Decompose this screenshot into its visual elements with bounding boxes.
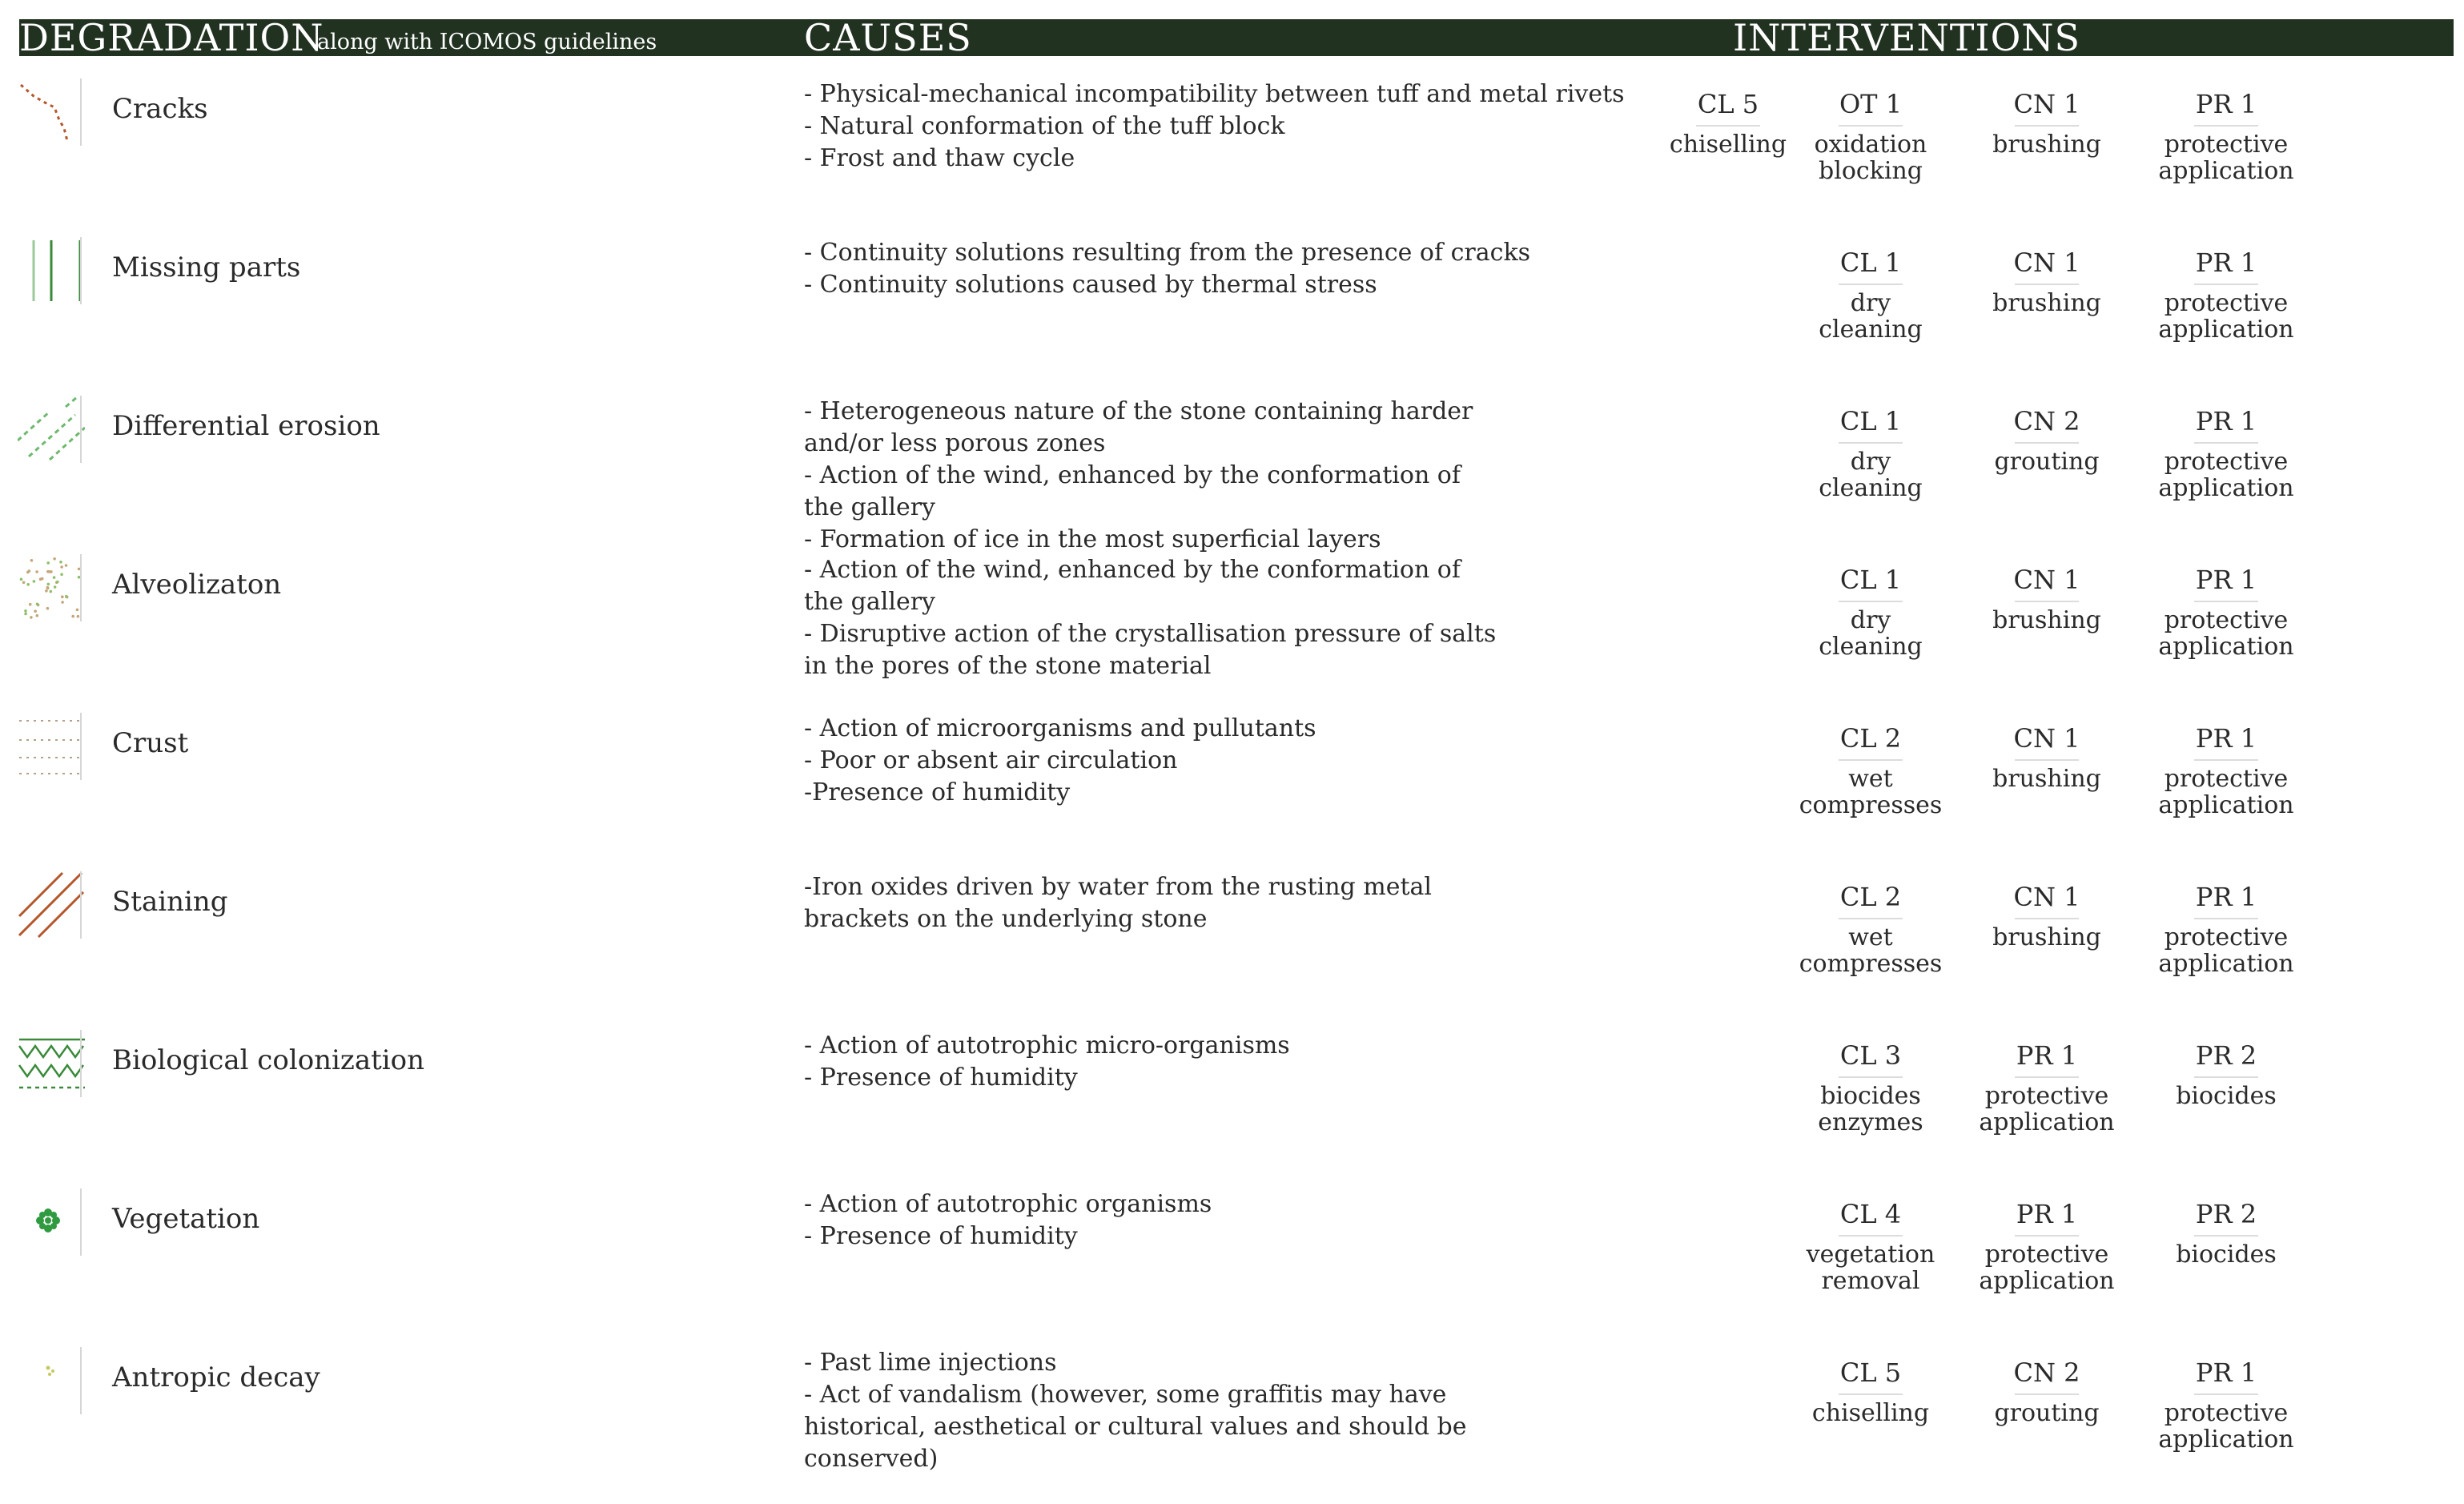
intervention-separator — [1839, 759, 1903, 761]
intervention-cell — [1799, 1040, 1943, 1136]
cause-line: - Presence of humidity — [804, 1064, 1078, 1092]
intervention-cell — [1799, 564, 1943, 660]
intervention-code: CL 2 — [1839, 723, 1902, 754]
symbol-divider — [80, 1030, 82, 1097]
degradation-subheading: along with ICOMOS guidelines — [317, 30, 657, 54]
intervention-description — [1975, 924, 2119, 951]
causes-list — [804, 237, 1621, 301]
intervention-description — [2154, 448, 2298, 501]
intervention-description — [1799, 607, 1943, 660]
alveolization-symbol — [18, 554, 85, 621]
intervention-description — [1799, 766, 1943, 818]
intervention-description — [1975, 131, 2119, 158]
intervention-cell — [2154, 88, 2298, 184]
cause-line: - Action of microorganisms and pullutants — [804, 714, 1316, 742]
intervention-code: PR 1 — [2195, 882, 2257, 912]
intervention-description — [1975, 1241, 2119, 1294]
causes-list — [804, 554, 1621, 682]
intervention-description — [1975, 766, 2119, 792]
intervention-separator — [2015, 442, 2079, 444]
intervention-code: PR 1 — [2195, 247, 2257, 278]
intervention-separator — [2194, 759, 2258, 761]
intervention-separator — [1839, 1076, 1903, 1078]
causes-list — [804, 396, 1621, 556]
intervention-code: CN 2 — [2013, 406, 2080, 436]
intervention-code: PR 1 — [2195, 89, 2257, 119]
intervention-code: PR 2 — [2195, 1040, 2257, 1071]
degradation-row — [0, 554, 2464, 711]
intervention-separator — [2015, 1235, 2079, 1237]
cause-line: - Continuity solutions caused by thermal stress — [804, 271, 1377, 299]
degradation-row — [0, 78, 2464, 235]
cause-line: - Natural conformation of the tuff block — [804, 112, 1285, 140]
intervention-description — [1799, 448, 1943, 501]
degradation-label: Staining — [112, 886, 228, 918]
causes-list — [804, 1188, 1621, 1253]
symbol-divider — [80, 871, 82, 939]
intervention-separator — [1839, 442, 1903, 444]
intervention-cell — [2154, 247, 2298, 343]
intervention-description-line: chiselling — [1669, 131, 1787, 159]
intervention-code: CN 2 — [2013, 1357, 2080, 1388]
cause-line: - Action of the wind, enhanced by the conformation of — [804, 461, 1461, 489]
intervention-description — [1799, 1400, 1943, 1426]
intervention-cell — [1975, 1198, 2119, 1294]
intervention-description — [2154, 290, 2298, 343]
intervention-description — [1975, 1083, 2119, 1136]
intervention-cell — [1799, 405, 1943, 501]
intervention-description-line: protective — [1984, 1082, 2109, 1110]
intervention-separator — [2015, 125, 2079, 127]
intervention-separator — [2194, 918, 2258, 919]
intervention-cell — [1975, 88, 2119, 158]
degradation-label: Antropic decay — [112, 1361, 320, 1393]
cause-line: and/or less porous zones — [804, 429, 1106, 457]
intervention-cell — [1799, 247, 1943, 343]
intervention-description-line: protective — [2164, 765, 2289, 793]
intervention-description — [1656, 131, 1800, 158]
intervention-separator — [1839, 1393, 1903, 1395]
intervention-description-line: brushing — [1992, 923, 2101, 951]
cause-line: - Formation of ice in the most superficial layers — [804, 525, 1381, 553]
intervention-cell — [2154, 1357, 2298, 1453]
degradation-label: Cracks — [112, 93, 208, 125]
cause-line: - Action of the wind, enhanced by the conformation of — [804, 556, 1461, 584]
intervention-cell — [1799, 1357, 1943, 1426]
intervention-cell — [1799, 88, 1943, 184]
intervention-description-line: chiselling — [1811, 1399, 1930, 1427]
intervention-cell — [2154, 881, 2298, 977]
cause-line: the gallery — [804, 588, 935, 616]
differential-erosion-symbol — [18, 396, 85, 463]
cause-line: - Act of vandalism (however, some graffitis may have — [804, 1381, 1447, 1409]
causes-list — [804, 713, 1621, 809]
intervention-cell — [1975, 1040, 2119, 1136]
intervention-cell — [1975, 405, 2119, 475]
intervention-cell — [2154, 564, 2298, 660]
intervention-description — [2154, 1083, 2298, 1109]
intervention-code: CL 1 — [1839, 406, 1902, 436]
cause-line: brackets on the underlying stone — [804, 905, 1208, 933]
intervention-separator — [2194, 442, 2258, 444]
causes-list — [804, 871, 1621, 935]
intervention-separator — [2015, 1393, 2079, 1395]
intervention-separator — [1839, 125, 1903, 127]
intervention-code: OT 1 — [1839, 89, 1903, 119]
intervention-description — [1799, 290, 1943, 343]
intervention-separator — [1839, 1235, 1903, 1237]
intervention-code: PR 1 — [2195, 1357, 2257, 1388]
intervention-description — [1975, 607, 2119, 633]
cause-line: - Action of autotrophic organisms — [804, 1190, 1212, 1218]
intervention-cell — [2154, 1198, 2298, 1268]
degradation-row — [0, 871, 2464, 1028]
causes-list — [804, 1030, 1621, 1094]
intervention-description-line: biocides — [1820, 1082, 1921, 1110]
intervention-code: CL 2 — [1839, 882, 1902, 912]
symbol-divider — [80, 554, 82, 621]
intervention-description — [2154, 766, 2298, 818]
intervention-description — [2154, 1400, 2298, 1453]
intervention-description-line: compresses — [1799, 791, 1943, 819]
cause-line: - Disruptive action of the crystallisation pressure of salts — [804, 620, 1497, 648]
intervention-description — [2154, 1241, 2298, 1268]
degradation-label: Vegetation — [112, 1203, 260, 1235]
cause-line: - Presence of humidity — [804, 1222, 1078, 1250]
intervention-separator — [2015, 284, 2079, 285]
intervention-code: CN 1 — [2013, 882, 2080, 912]
intervention-separator — [1839, 284, 1903, 285]
interventions-heading: INTERVENTIONS — [1733, 16, 2081, 59]
intervention-code: CL 5 — [1839, 1357, 1902, 1388]
vegetation-symbol — [18, 1188, 85, 1256]
intervention-cell — [1799, 1198, 1943, 1294]
causes-list — [804, 1347, 1621, 1475]
intervention-cell — [1975, 722, 2119, 792]
intervention-description-line: application — [1979, 1108, 2115, 1136]
cause-line: - Continuity solutions resulting from the presence of cracks — [804, 239, 1531, 267]
intervention-description-line: grouting — [1994, 1399, 2100, 1427]
causes-list — [804, 78, 1625, 175]
missing-parts-symbol — [18, 237, 85, 304]
intervention-description-line: application — [2158, 474, 2294, 502]
intervention-cell — [2154, 1040, 2298, 1109]
intervention-description-line: application — [2158, 1426, 2294, 1454]
intervention-separator — [2015, 1076, 2079, 1078]
intervention-description-line: protective — [2164, 1399, 2289, 1427]
intervention-separator — [1696, 125, 1760, 127]
symbol-divider — [80, 237, 82, 304]
symbol-divider — [80, 78, 82, 146]
intervention-description — [1799, 1241, 1943, 1294]
intervention-separator — [2194, 1235, 2258, 1237]
intervention-description-line: protective — [2164, 448, 2289, 476]
cause-line: - Past lime injections — [804, 1349, 1057, 1377]
intervention-description-line: application — [2158, 633, 2294, 661]
degradation-row — [0, 396, 2464, 553]
symbol-divider — [80, 396, 82, 463]
intervention-description-line: brushing — [1992, 765, 2101, 793]
intervention-description — [1975, 290, 2119, 316]
intervention-code: CL 5 — [1697, 89, 1759, 119]
intervention-separator — [2194, 1076, 2258, 1078]
degradation-row — [0, 237, 2464, 394]
symbol-divider — [80, 1347, 82, 1414]
intervention-cell — [1975, 881, 2119, 951]
cause-line: -Iron oxides driven by water from the rusting metal — [804, 873, 1433, 901]
intervention-cell — [1975, 247, 2119, 316]
intervention-description-line: application — [2158, 157, 2294, 185]
cause-line: the gallery — [804, 493, 935, 521]
intervention-cell — [2154, 722, 2298, 818]
intervention-cell — [1975, 564, 2119, 633]
intervention-description-line: brushing — [1992, 131, 2101, 159]
cause-line: - Physical-mechanical incompatibility between tuff and metal rivets — [804, 80, 1625, 108]
cause-line: - Heterogeneous nature of the stone containing harder — [804, 397, 1473, 425]
intervention-description — [1799, 131, 1943, 184]
intervention-description-line: brushing — [1992, 289, 2101, 317]
intervention-description-line: protective — [1984, 1241, 2109, 1269]
intervention-separator — [2194, 1393, 2258, 1395]
intervention-description-line: dry — [1850, 289, 1891, 317]
staining-symbol — [18, 871, 85, 939]
intervention-cell — [1799, 722, 1943, 818]
intervention-code: PR 1 — [2016, 1040, 2078, 1071]
intervention-separator — [2194, 125, 2258, 127]
causes-heading: CAUSES — [804, 16, 972, 59]
intervention-separator — [1839, 918, 1903, 919]
intervention-description-line: biocides — [2176, 1241, 2277, 1269]
cause-line: -Presence of humidity — [804, 778, 1071, 806]
intervention-separator — [2194, 601, 2258, 602]
intervention-separator — [2015, 759, 2079, 761]
intervention-description-line: grouting — [1994, 448, 2100, 476]
cause-line: conserved) — [804, 1445, 939, 1473]
intervention-cell — [1799, 881, 1943, 977]
intervention-code: CL 1 — [1839, 565, 1902, 595]
intervention-cell — [1656, 88, 1800, 158]
intervention-description-line: vegetation — [1806, 1241, 1935, 1269]
intervention-description-line: cleaning — [1819, 633, 1923, 661]
intervention-description-line: compresses — [1799, 950, 1943, 978]
intervention-description-line: protective — [2164, 289, 2289, 317]
intervention-description — [2154, 131, 2298, 184]
intervention-description-line: cleaning — [1819, 316, 1923, 344]
degradation-row — [0, 1347, 2464, 1504]
cause-line: in the pores of the stone material — [804, 652, 1212, 680]
cause-line: - Frost and thaw cycle — [804, 144, 1075, 172]
intervention-description-line: enzymes — [1818, 1108, 1923, 1136]
intervention-code: PR 1 — [2195, 565, 2257, 595]
cause-line: - Poor or absent air circulation — [804, 746, 1178, 774]
biological-colonization-symbol — [18, 1030, 85, 1097]
intervention-description-line: application — [2158, 950, 2294, 978]
intervention-code: CN 1 — [2013, 565, 2080, 595]
cause-line: - Action of autotrophic micro-organisms — [804, 1031, 1290, 1060]
intervention-separator — [2015, 601, 2079, 602]
intervention-code: PR 1 — [2016, 1199, 2078, 1229]
cracks-symbol — [18, 78, 85, 146]
intervention-description-line: dry — [1850, 606, 1891, 634]
symbol-divider — [80, 1188, 82, 1256]
intervention-code: PR 1 — [2195, 406, 2257, 436]
intervention-description-line: wet — [1848, 765, 1893, 793]
intervention-separator — [2194, 284, 2258, 285]
intervention-description-line: brushing — [1992, 606, 2101, 634]
symbol-divider — [80, 713, 82, 780]
intervention-description — [2154, 924, 2298, 977]
intervention-separator — [2015, 918, 2079, 919]
cause-line: historical, aesthetical or cultural values and should be — [804, 1413, 1467, 1441]
degradation-label: Alveolizaton — [112, 569, 282, 601]
intervention-description-line: protective — [2164, 131, 2289, 159]
degradation-heading: DEGRADATION — [19, 16, 324, 59]
degradation-label: Biological colonization — [112, 1044, 425, 1076]
intervention-description-line: protective — [2164, 923, 2289, 951]
intervention-description — [1975, 448, 2119, 475]
degradation-row — [0, 713, 2464, 870]
degradation-label: Missing parts — [112, 251, 301, 284]
intervention-description-line: removal — [1821, 1267, 1920, 1295]
degradation-label: Crust — [112, 727, 189, 759]
degradation-label: Differential erosion — [112, 410, 380, 442]
intervention-description-line: application — [1979, 1267, 2115, 1295]
intervention-description — [1799, 1083, 1943, 1136]
intervention-description-line: application — [2158, 316, 2294, 344]
intervention-code: CL 1 — [1839, 247, 1902, 278]
intervention-description-line: dry — [1850, 448, 1891, 476]
intervention-cell — [2154, 405, 2298, 501]
intervention-code: CN 1 — [2013, 723, 2080, 754]
intervention-description-line: cleaning — [1819, 474, 1923, 502]
intervention-code: PR 1 — [2195, 723, 2257, 754]
intervention-code: PR 2 — [2195, 1199, 2257, 1229]
intervention-description-line: biocides — [2176, 1082, 2277, 1110]
intervention-code: CN 1 — [2013, 247, 2080, 278]
intervention-description-line: protective — [2164, 606, 2289, 634]
crust-symbol — [18, 713, 85, 780]
intervention-description — [1799, 924, 1943, 977]
intervention-code: CL 4 — [1839, 1199, 1902, 1229]
intervention-code: CL 3 — [1839, 1040, 1902, 1071]
degradation-row — [0, 1188, 2464, 1345]
intervention-description — [2154, 607, 2298, 660]
intervention-code: CN 1 — [2013, 89, 2080, 119]
intervention-description — [1975, 1400, 2119, 1426]
intervention-description-line: oxidation — [1814, 131, 1927, 159]
intervention-cell — [1975, 1357, 2119, 1426]
intervention-description-line: blocking — [1819, 157, 1923, 185]
intervention-description-line: application — [2158, 791, 2294, 819]
antropic-decay-symbol — [18, 1347, 85, 1414]
intervention-description-line: wet — [1848, 923, 1893, 951]
table-header — [19, 16, 2454, 59]
intervention-separator — [1839, 601, 1903, 602]
degradation-row — [0, 1030, 2464, 1187]
